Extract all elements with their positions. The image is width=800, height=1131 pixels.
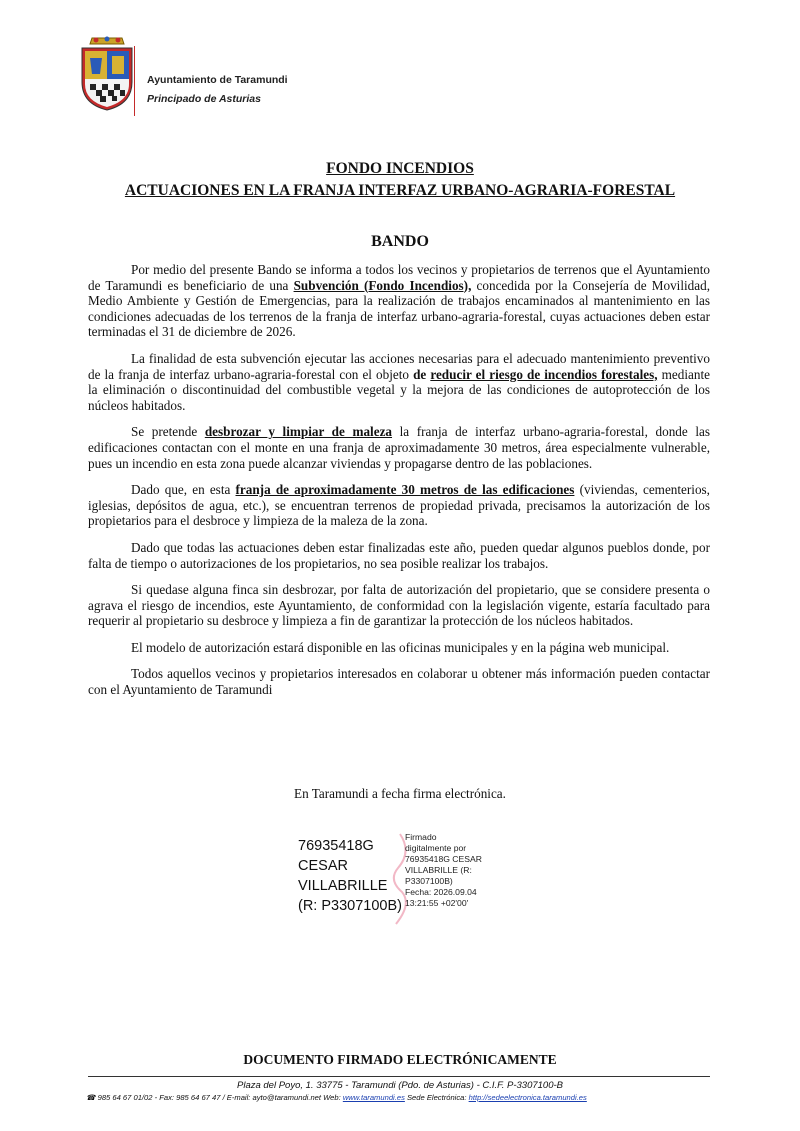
text: Dado que, en esta	[131, 482, 236, 498]
coat-of-arms-icon	[78, 34, 136, 112]
signature-detail: digitalmente por	[405, 843, 467, 853]
paragraph-5: Dado que todas las actuaciones deben estar finalizadas este año, pueden quedar algunos pueblos donde, por falta de tiempo o autorizaciones de los propietarios, no sea posible realizar los trabajos.	[88, 539, 710, 571]
digital-signature	[298, 832, 528, 932]
phone-icon: ☎	[86, 1093, 96, 1102]
signer-line: VILLABRILLE	[298, 878, 388, 894]
emphasis: franja de aproximadamente 30 metros de las edificaciones	[235, 482, 575, 498]
sede-link[interactable]: http://sedeelectronica.taramundi.es	[468, 1093, 587, 1102]
emphasis: Subvención (Fondo Incendios),	[293, 277, 472, 293]
signature-detail: VILLABRILLE (R:	[405, 865, 472, 875]
title-fondo: FONDO INCENDIOS	[326, 160, 474, 177]
paragraph-3	[88, 424, 710, 471]
title-actuaciones: ACTUACIONES EN LA FRANJA INTERFAZ URBANO-AGRARIA-FORESTAL	[124, 182, 676, 199]
paragraph-1	[88, 262, 710, 340]
text: la franja de interfaz urbano-agraria-forestal, donde las edificaciones contactan con el monte en una franja de aproximadamente 30 metros, área especialmente vulnerable, pues un incendio en esta zona puede alcanzar viviendas y propagarse dentro de las poblaciones.	[88, 424, 710, 471]
text: La finalidad de esta subvención ejecutar las acciones necesarias para el adecuado mantenimiento preventivo de la franja de interfaz urbano-agraria-forestal con el objeto	[88, 350, 710, 382]
signature-detail: P3307100B)	[405, 876, 453, 886]
signature-detail: 76935418G CESAR	[405, 854, 482, 864]
paragraph-7: El modelo de autorización estará disponible en las oficinas municipales y en la página web municipal.	[131, 639, 670, 655]
contact-text: 985 64 67 01/02 - Fax: 985 64 67 47 / E-mail: ayto@taramundi.net Web:	[97, 1093, 343, 1102]
text: Se pretende	[131, 424, 205, 440]
text: (viviendas, cementerios, iglesias, depósitos de agua, etc.), se encuentran terrenos de propiedad privada, precisamos la autorización de los propietarios para el desbroce y limpieza de la maleza de la zona.	[88, 482, 710, 529]
text: concedida por la Consejería de Movilidad, Medio Ambiente y Gestión de Emergencias, para la realización de trabajos encaminados al mantenimiento en las condiciones adecuadas de los terrenos de la franja de interfaz urbano-agraria-forestal, cuyas actuaciones deben estar terminadas el 31 de diciembre de 2026.	[88, 277, 710, 340]
region-name: Principado de Asturias	[147, 93, 261, 105]
footer-contact	[86, 1093, 587, 1102]
signature-detail: Fecha: 2026.09.04	[405, 887, 477, 897]
signer-line: 76935418G	[298, 838, 374, 854]
emphasis: de	[413, 366, 431, 382]
header-divider	[134, 46, 135, 116]
emphasis: desbrozar y limpiar de maleza	[204, 424, 393, 440]
paragraph-8: Todos aquellos vecinos y propietarios interesados en colaborar u obtener más información pueden contactar con el Ayuntamiento de Taramundi	[88, 666, 710, 698]
sede-label: Sede Electrónica:	[404, 1093, 469, 1102]
footer-address: Plaza del Poyo, 1. 33775 - Taramundi (Pdo. de Asturias) - C.I.F. P-3307100-B	[237, 1080, 563, 1091]
text: mediante la eliminación o discontinuidad del combustible vegetal y la mejora de las condiciones de autoprotección de los núcleos habitados.	[88, 366, 710, 413]
signature-detail: Firmado	[405, 832, 437, 842]
paragraph-6: Si quedase alguna finca sin desbrozar, por falta de autorización del propietario, que se considere presenta o agrava el riesgo de incendios, este Ayuntamiento, de conformidad con la legislación vigente, estaría facultado para requerir al propietario su desbroce y limpieza a fin de garantizar la protección de los núcleos habitados.	[88, 582, 710, 629]
signature-detail: 13:21:55 +02'00'	[405, 898, 469, 908]
signer-line: CESAR	[298, 858, 348, 874]
paragraph-2	[88, 351, 710, 413]
document-body	[88, 262, 710, 709]
footer-title: DOCUMENTO FIRMADO ELECTRÓNICAMENTE	[243, 1052, 557, 1067]
place-date: En Taramundi a fecha firma electrónica.	[294, 786, 506, 801]
text: Por medio del presente Bando se informa a todos los vecinos y propietarios de terrenos que el Ayuntamiento de Taramundi es beneficiario de una	[88, 262, 710, 293]
signature-details	[405, 832, 482, 909]
footer-divider	[88, 1076, 710, 1077]
web-link[interactable]: www.taramundi.es	[342, 1093, 405, 1102]
signer-name	[298, 836, 402, 916]
signer-line: (R: P3307100B)	[298, 898, 402, 914]
title-bando: BANDO	[371, 233, 429, 250]
paragraph-4	[88, 482, 710, 529]
org-name: Ayuntamiento de Taramundi	[147, 74, 288, 86]
emphasis: reducir el riesgo de incendios forestales,	[430, 366, 658, 382]
